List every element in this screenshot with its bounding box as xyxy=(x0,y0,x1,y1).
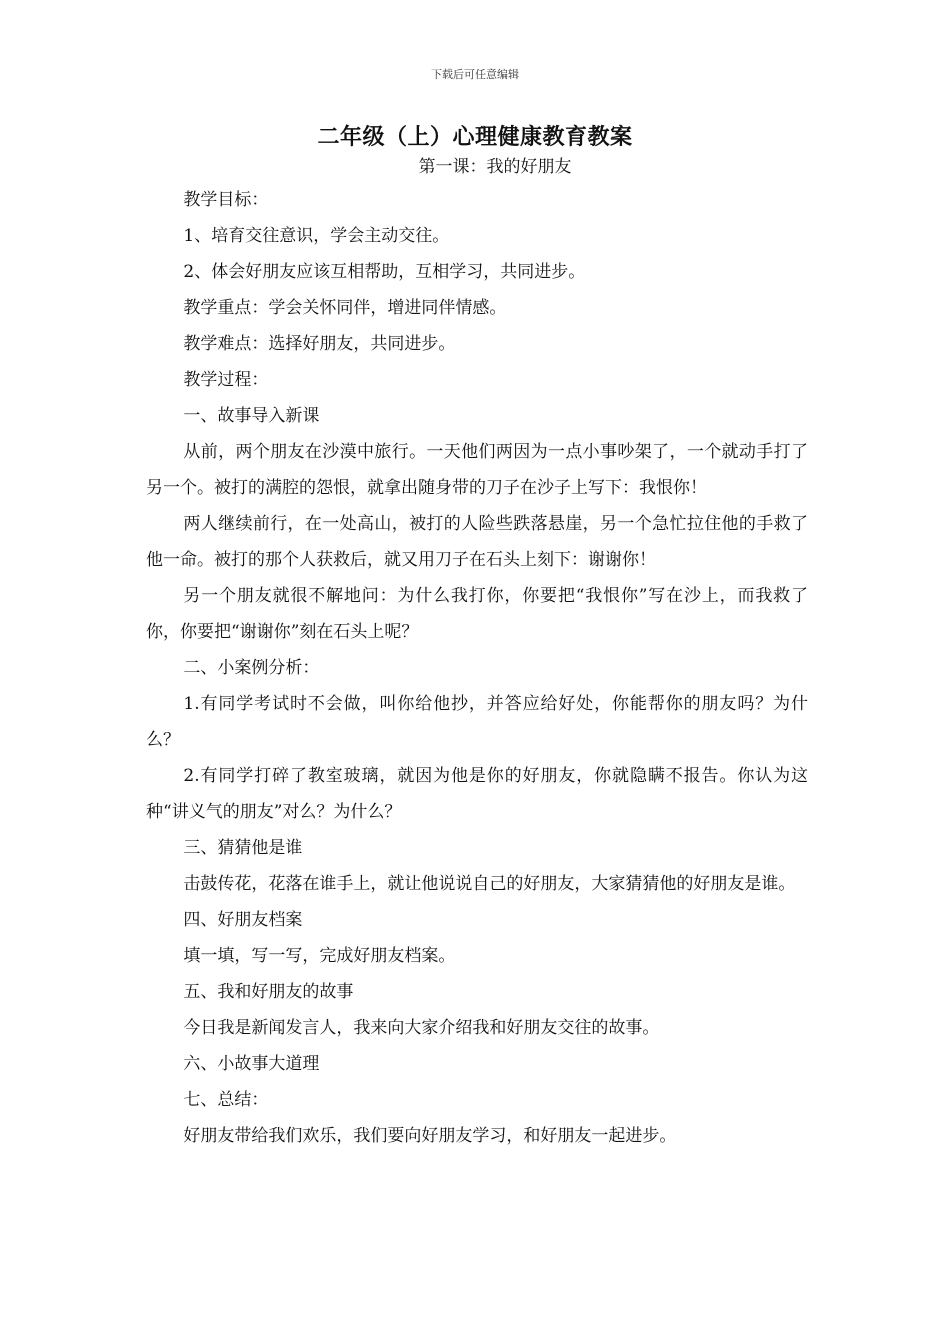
paragraph: 2、体会好朋友应该互相帮助，互相学习，共同进步。 xyxy=(183,262,586,282)
paragraph: 教学重点：学会关怀同伴，增进同伴情感。 xyxy=(183,298,507,318)
paragraph: 五、我和好朋友的故事 xyxy=(183,982,354,1002)
paragraph: 教学难点：选择好朋友，共同进步。 xyxy=(183,334,456,354)
paragraph: 1.有同学考试时不会做，叫你给他抄，并答应给好处，你能帮你的朋友吗？为什么？ xyxy=(146,694,808,750)
paragraph: 教学目标： xyxy=(183,190,269,210)
paragraph: 击鼓传花，花落在谁手上，就让他说说自己的好朋友，大家猜猜他的好朋友是谁。 xyxy=(183,874,796,894)
lesson-body xyxy=(146,182,808,1154)
paragraph: 两人继续前行，在一处高山，被打的人险些跌落悬崖，另一个急忙拉住他的手救了他一命。被打的那个人获救后，就又用刀子在石头上刻下：谢谢你！ xyxy=(146,514,808,570)
paragraph: 2.有同学打碎了教室玻璃，就因为他是你的好朋友，你就隐瞒不报告。你认为这种“讲义气的朋友”对么？为什么？ xyxy=(146,766,808,822)
paragraph: 从前，两个朋友在沙漠中旅行。一天他们两因为一点小事吵架了，一个就动手打了另一个。被打的满腔的怨恨，就拿出随身带的刀子在沙子上写下：我恨你！ xyxy=(146,442,808,498)
paragraph: 教学过程： xyxy=(183,370,269,390)
paragraph: 1、培育交往意识，学会主动交往。 xyxy=(183,226,450,246)
paragraph: 四、好朋友档案 xyxy=(183,910,303,930)
lesson-title: 第一课：我的好朋友 xyxy=(418,157,572,177)
paragraph: 六、小故事大道理 xyxy=(183,1054,320,1074)
paragraph: 七、总结： xyxy=(183,1090,269,1110)
paragraph: 三、猜猜他是谁 xyxy=(183,838,303,858)
paragraph: 填一填，写一写，完成好朋友档案。 xyxy=(183,946,456,966)
paragraph: 一、故事导入新课 xyxy=(183,406,320,426)
paragraph: 今日我是新闻发言人，我来向大家介绍我和好朋友交往的故事。 xyxy=(183,1018,660,1038)
paragraph: 另一个朋友就很不解地问：为什么我打你，你要把“我恨你”写在沙上，而我救了你，你要把“谢谢你”刻在石头上呢？ xyxy=(146,586,808,642)
document-title: 二年级（上）心理健康教育教案 xyxy=(317,124,633,150)
paragraph: 好朋友带给我们欢乐，我们要向好朋友学习，和好朋友一起进步。 xyxy=(183,1126,677,1146)
paragraph: 二、小案例分析： xyxy=(183,658,320,678)
header-note: 下载后可任意编辑 xyxy=(431,68,519,81)
